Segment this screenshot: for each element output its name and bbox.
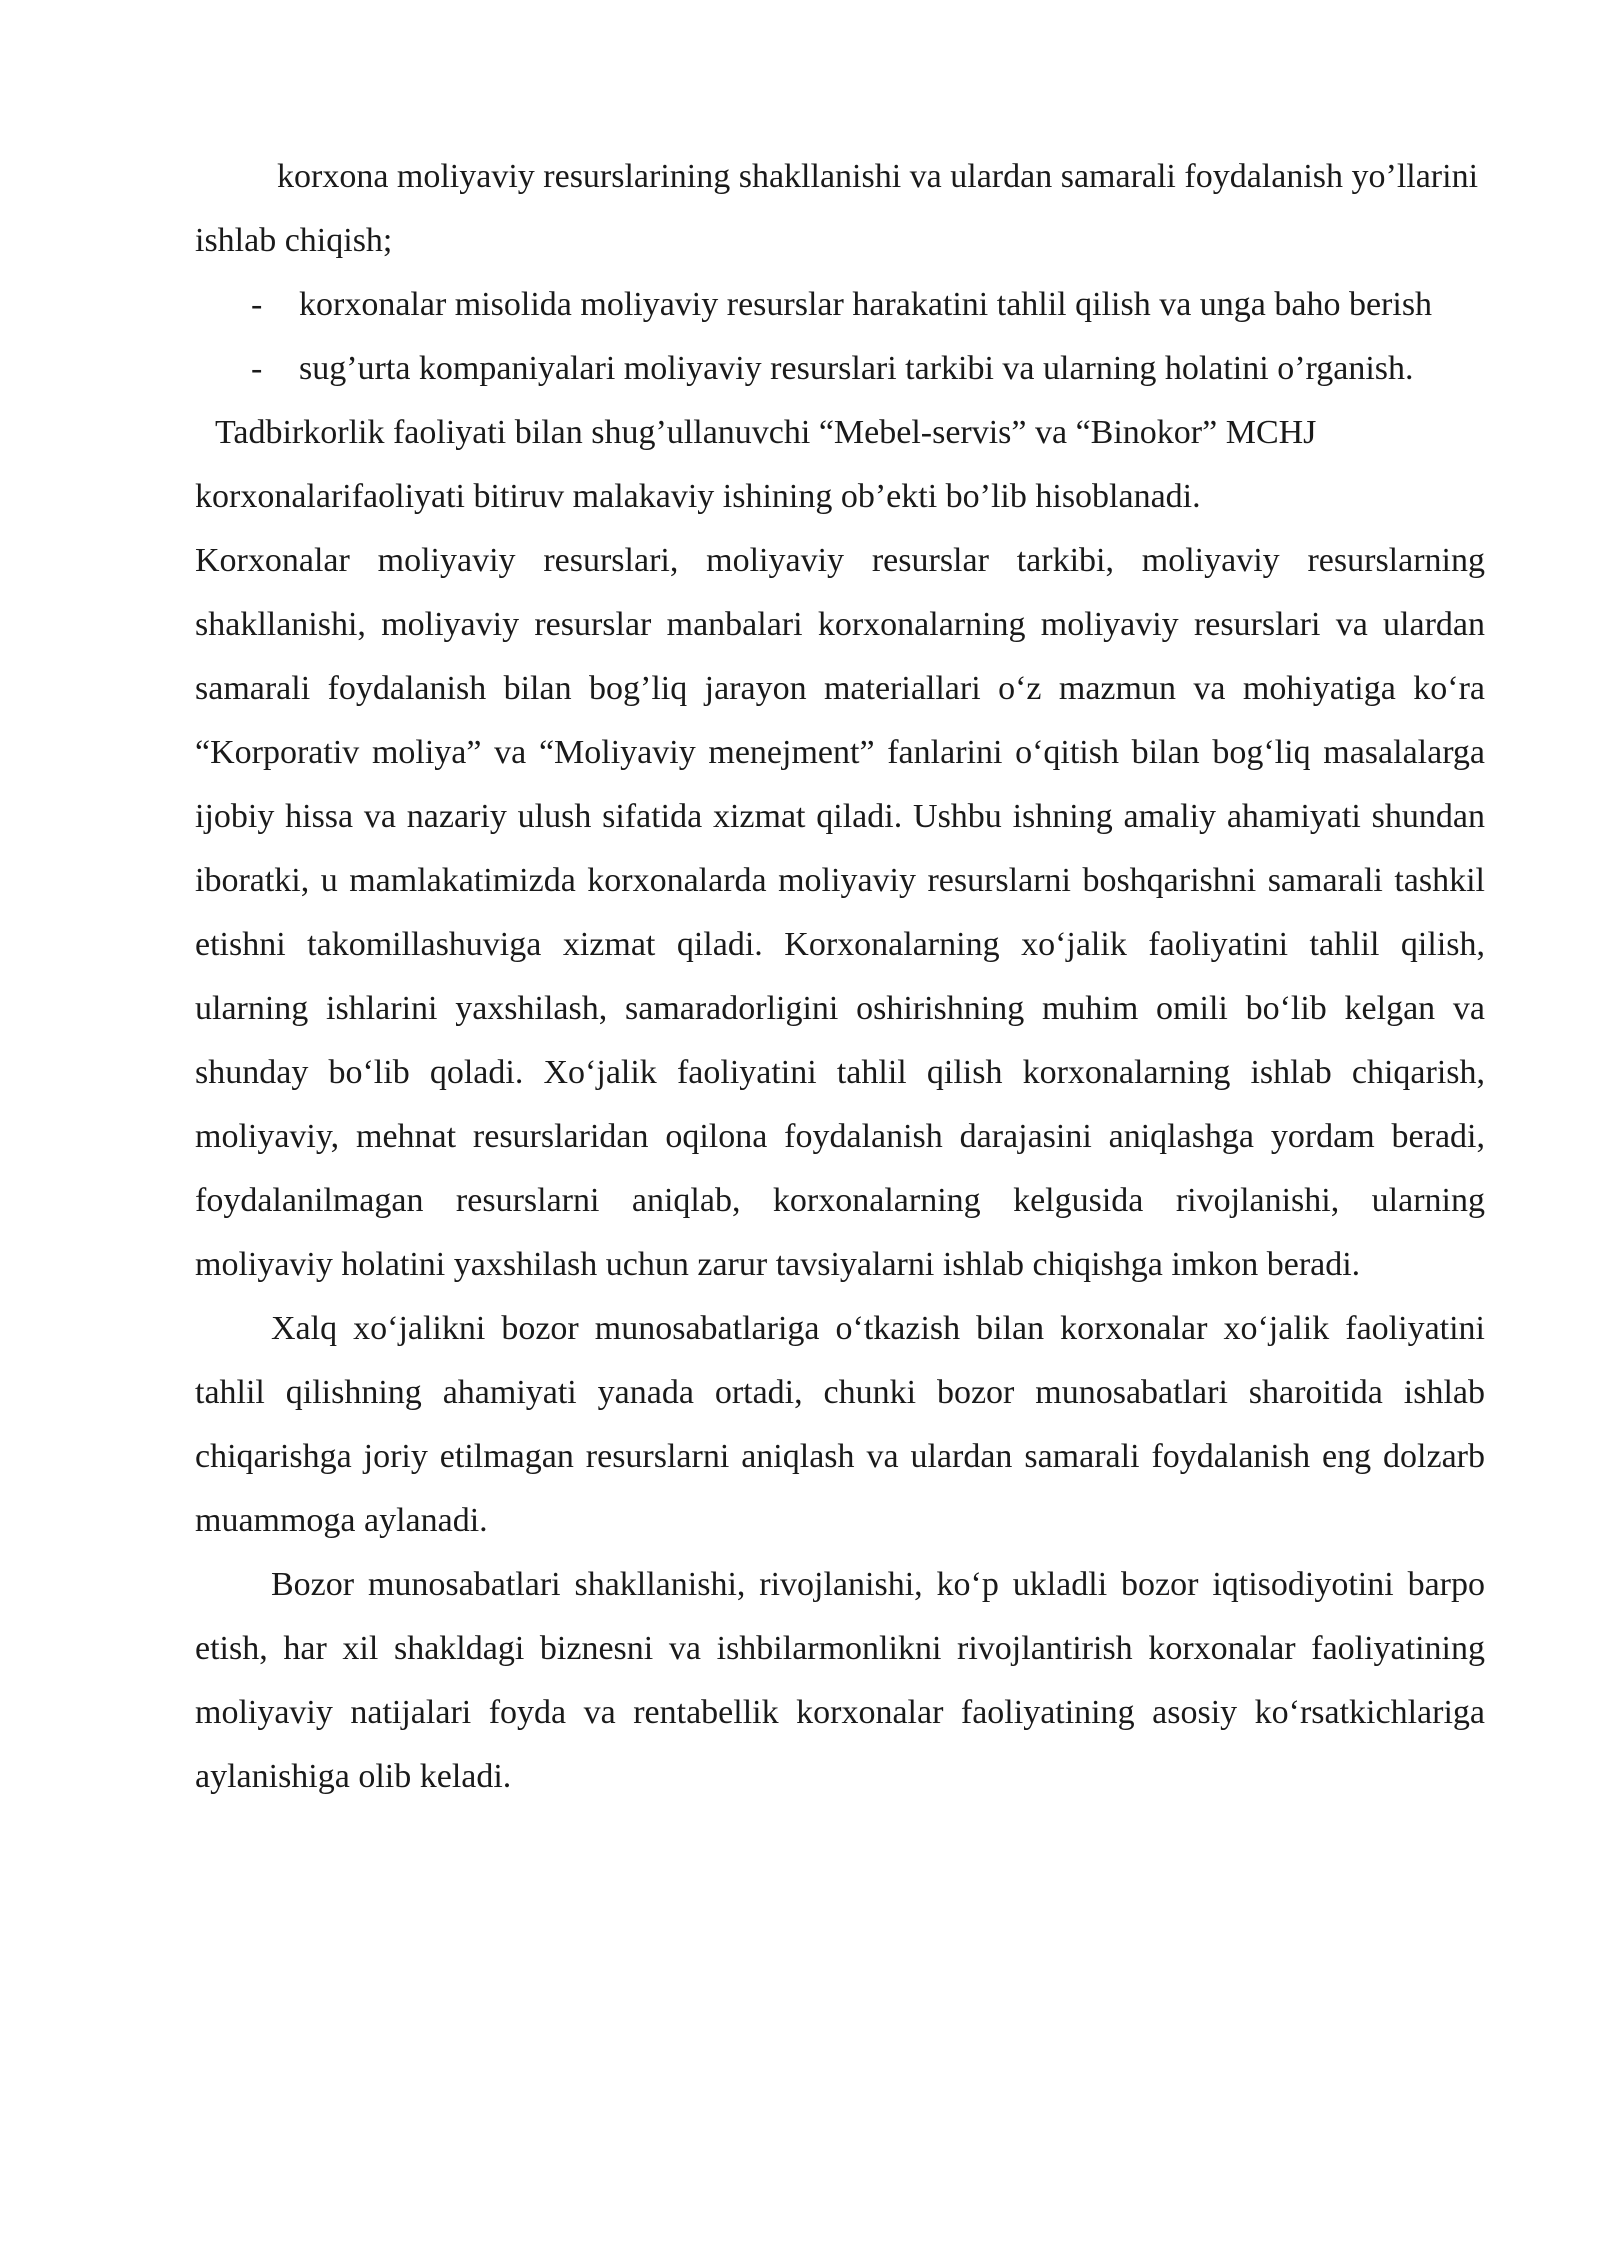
- conclusion-paragraph: Bozor munosabatlari shakllanishi, rivojlanishi, ko‘p ukladli bozor iqtisodiyotini barpo etish, har xil shakldagi biznesni va ishbilarmonlikni rivojlantirish korxonalar faoliyatining moliyaviy natijalari foyda va rentabellik korxonalar faoliyatining asosiy ko‘rsatkichlariga aylanishiga olib keladi.: [195, 1566, 1485, 1795]
- list-item: [195, 273, 1485, 337]
- bullet-text: korxonalar misolida moliyaviy resurslar harakatini tahlil qilish va unga baho berish: [299, 286, 1433, 323]
- market-transition-paragraph: Xalq xo‘jalikni bozor munosabatlariga o‘tkazish bilan korxonalar xo‘jalik faoliyatini tahlil qilishning ahamiyati yanada ortadi, chunki bozor munosabatlari sharoitida ishlab chiqarishga joriy etilmagan resurslarni aniqlash va ulardan samarali foydalanish eng dolzarb muammoga aylanadi.: [195, 1310, 1485, 1539]
- main-body-paragraph: Korxonalar moliyaviy resurslari, moliyaviy resurslar tarkibi, moliyaviy resurslarning shakllanishi, moliyaviy resurslar manbalari korxonalarning moliyaviy resurslari va ulardan samarali foydalanish bilan bog’liq jarayon materiallari o‘z mazmun va mohiyatiga ko‘ra “Korporativ moliya” va “Moliyaviy menejment” fanlarini o‘qitish bilan bog‘liq masalalarga ijobiy hissa va nazariy ulush sifatida xizmat qiladi. Ushbu ishning amaliy ahamiyati shundan iboratki, u mamlakatimizda korxonalarda moliyaviy resurslarni boshqarishni samarali tashkil etishni takomillashuviga xizmat qiladi. Korxonalarning xo‘jalik faoliyatini tahlil qilish, ularning ishlarini yaxshilash, samaradorligini oshirishning muhim omili bo‘lib kelgan va shunday bo‘lib qoladi. Xo‘jalik faoliyatini tahlil qilish korxonalarning ishlab chiqarish, moliyaviy, mehnat resurslaridan oqilona foydalanish darajasini aniqlashga yordam beradi, foydalanilmagan resurslarni aniqlab, korxonalarning kelgusida rivojlanishi, ularning moliyaviy holatini yaxshilash uchun zarur tavsiyalarni ishlab chiqishga imkon beradi.: [195, 542, 1485, 1283]
- document-body: [195, 145, 1485, 1809]
- list-item: [195, 337, 1485, 401]
- intro-paragraph: korxona moliyaviy resurslarining shakllanishi va ulardan samarali foydalanish yo’llarini ishlab chiqish;: [195, 158, 1479, 259]
- research-object-paragraph: Tadbirkorlik faoliyati bilan shug’ullanuvchi “Mebel-servis” va “Binokor” MCHJ korxonalarifaoliyati bitiruv malakaviy ishining ob’ekti bo’lib hisoblanadi.: [195, 414, 1317, 515]
- bullet-dash: -: [251, 350, 263, 387]
- bullet-text: sug’urta kompaniyalari moliyaviy resurslari tarkibi va ularning holatini o’rganish.: [299, 350, 1414, 387]
- objectives-list: [195, 273, 1485, 401]
- bullet-dash: -: [251, 286, 263, 323]
